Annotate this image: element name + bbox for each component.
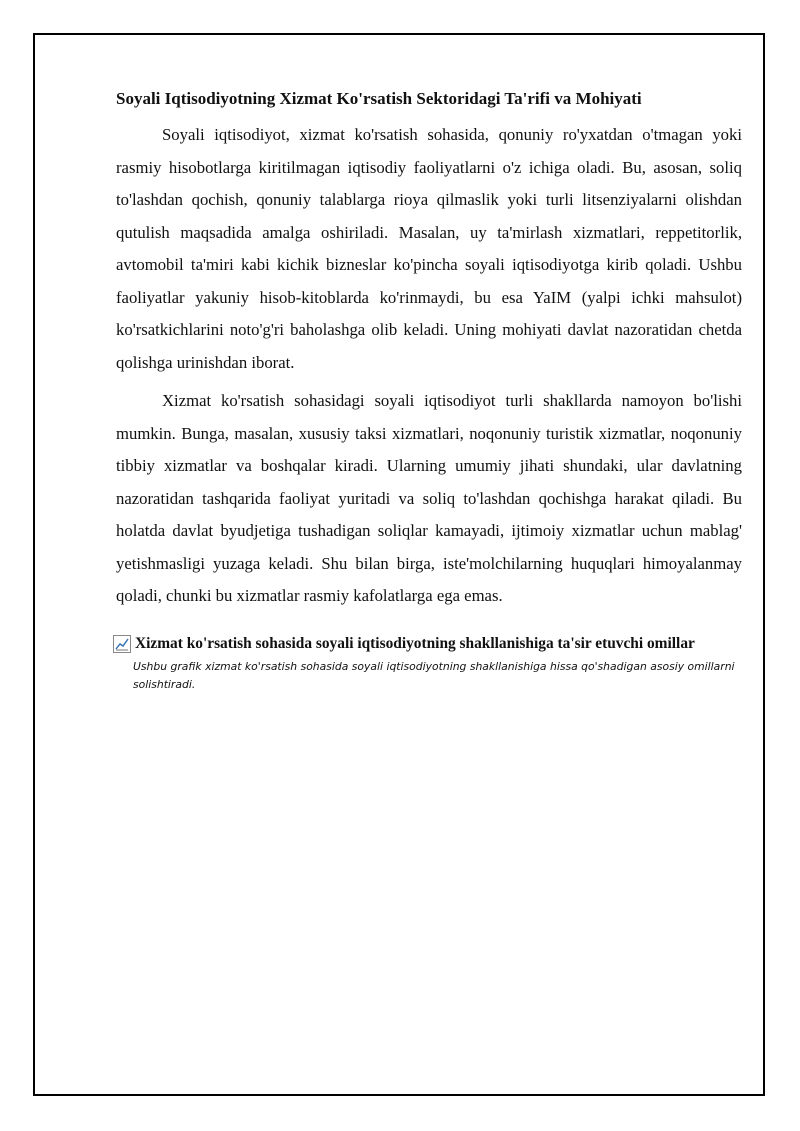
- chart-icon: [113, 635, 131, 653]
- figure-heading: [113, 633, 742, 655]
- document-title: Soyali Iqtisodiyotning Xizmat Ko'rsatish Sektoridagi Ta'rifi va Mohiyati: [116, 89, 642, 108]
- paragraph-2: Xizmat ko'rsatish sohasidagi soyali iqtisodiyot turli shakllarda namoyon bo'lishi mumkin. Bunga, masalan, xususiy taksi xizmatlari, noqonuniy turistik xizmatlar, noqonuniy tibbiy xizmatlar va boshqalar kiradi. Ularning umumiy jihati shundaki, ular davlatning nazoratidan tashqarida faoliyat yuritadi va soliq to'lashdan qochishga harakat qiladi. Bu holatda davlat byudjetiga tushadigan soliqlar kamayadi, ijtimoiy xizmatlar uchun mablag' yetishmasligi yuzaga keladi. Shu bilan birga, iste'molchilarning huquqlari himoyalanmay qoladi, chunki bu xizmatlar rasmiy kafolatlarga ega emas.: [116, 391, 742, 605]
- figure-caption: Ushbu grafik xizmat ko'rsatish sohasida soyali iqtisodiyotning shakllanishiga hissa qo'shadigan asosiy omillarni solishtiradi.: [133, 659, 735, 691]
- document-body: [116, 86, 742, 694]
- figure-heading-text: Xizmat ko'rsatish sohasida soyali iqtisodiyotning shakllanishiga ta'sir etuvchi omillar: [135, 634, 695, 652]
- paragraph-1: Soyali iqtisodiyot, xizmat ko'rsatish sohasida, qonuniy ro'yxatdan o'tmagan yoki rasmiy hisobotlarga kiritilmagan iqtisodiy faoliyatlarni o'z ichiga oladi. Bu, asosan, soliq to'lashdan qochish, qonuniy talablarga rioya qilmaslik yoki turli litsenziyalarni olishdan qutulish maqsadida amalga oshiriladi. Masalan, uy ta'mirlash xizmatlari, reppetitorlik, avtomobil ta'miri kabi kichik bizneslar ko'pincha soyali iqtisodiyotga kirib qoladi. Ushbu faoliyatlar yakuniy hisob-kitoblarda ko'rinmaydi, bu esa YaIM (yalpi ichki mahsulot) ko'rsatkichlarini noto'g'ri baholashga olib keladi. Uning mohiyati davlat nazoratidan chetda qolishga urinishdan iborat.: [116, 125, 742, 372]
